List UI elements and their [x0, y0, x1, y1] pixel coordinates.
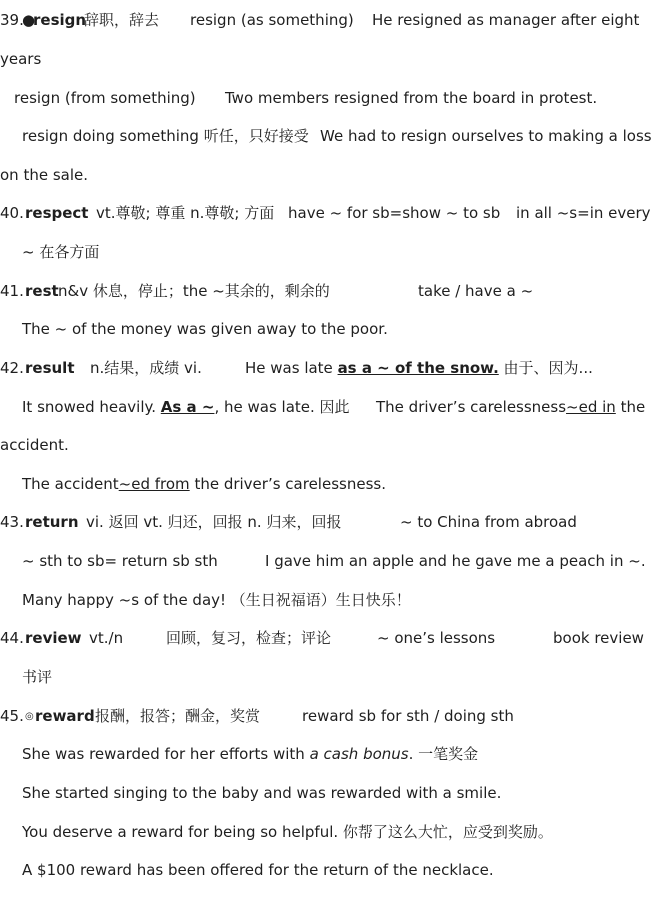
example: A $100 reward has been offered for the return of the necklace. — [22, 861, 494, 879]
entry-42-line-4 — [0, 473, 640, 495]
example-text: the — [615, 398, 646, 416]
entry-39-line-4 — [0, 125, 652, 147]
entry-39-line-1 — [0, 9, 640, 31]
entry-42-line-1 — [0, 357, 640, 379]
entry-42-line-2 — [0, 396, 646, 418]
entry-number: 41. — [0, 282, 24, 300]
example-text: She was rewarded for her efforts with — [22, 745, 310, 763]
headword-review: review — [25, 629, 82, 647]
entry-43-line-3 — [0, 589, 640, 611]
example — [376, 396, 645, 418]
entry-45-line-2 — [0, 743, 640, 765]
entry-45-line-4 — [0, 821, 640, 843]
example-note: . 一笔奖金 — [408, 745, 479, 763]
example: The ~ of the money was given away to the poor. — [22, 320, 388, 338]
bullet-icon: ◎ — [25, 711, 34, 722]
entry-41-line-1 — [0, 280, 640, 302]
example-continued: accident. — [0, 436, 69, 454]
pattern: ~ sth to sb= return sb sth — [22, 552, 218, 570]
example-note: 由于、因为... — [498, 359, 593, 377]
example-text: The accident — [22, 475, 119, 493]
entry-42-line-3 — [0, 434, 640, 456]
pattern: resign (as something) — [190, 11, 354, 29]
meaning: vt./n — [89, 629, 124, 647]
headword-respect: respect — [25, 204, 89, 222]
meaning: vt.尊敬; 尊重 n.尊敬; 方面 — [96, 204, 275, 222]
bullet-icon: ● — [22, 11, 36, 29]
example: I gave him an apple and he gave me a peach in ~. — [265, 552, 646, 570]
entry-44-line-2 — [0, 666, 640, 688]
example-highlight: ~ed in — [566, 398, 616, 416]
example — [22, 743, 478, 765]
headword-resign: resign — [33, 11, 87, 29]
pattern-continued: ~ 在各方面 — [22, 243, 100, 261]
entry-41-line-2 — [0, 318, 640, 340]
headword-return: return — [25, 513, 79, 531]
entry-45-line-5 — [0, 859, 640, 881]
pattern: resign (from something) — [14, 89, 196, 107]
pattern: reward sb for sth / doing sth — [302, 707, 514, 725]
meaning: n.结果，成绩 vi. — [90, 359, 202, 377]
meaning-cn: 回顾，复习，检查；评论 — [166, 629, 332, 647]
pattern-continued: 书评 — [22, 668, 53, 686]
entry-39-line-3 — [0, 87, 640, 109]
pattern: book review — [553, 629, 644, 647]
example — [22, 473, 386, 495]
entry-43-line-1 — [0, 511, 640, 533]
example-highlight: a cash bonus — [309, 745, 409, 763]
example-continued: years — [0, 50, 42, 68]
pattern: take / have a ~ — [418, 282, 534, 300]
pattern: have ~ for sb=show ~ to sb — [288, 204, 501, 222]
entry-number: 44. — [0, 629, 24, 647]
meaning: 报酬，报答；酬金，奖赏 — [95, 707, 261, 725]
example: Two members resigned from the board in protest. — [225, 89, 598, 107]
entry-40-line-2 — [0, 241, 640, 263]
pattern: resign doing something 听任，只好接受 — [22, 127, 309, 145]
example-text: The driver’s carelessness — [376, 398, 567, 416]
example: You deserve a reward for being so helpful. 你帮了这么大忙，应受到奖励。 — [22, 823, 553, 841]
example: She started singing to the baby and was rewarded with a smile. — [22, 784, 502, 802]
entry-number: 43. — [0, 513, 24, 531]
example: He resigned as manager after eight — [372, 11, 640, 29]
example: Many happy ~s of the day! （生日祝福语）生日快乐！ — [22, 591, 411, 609]
example-highlight: as a ~ of the snow. — [337, 359, 499, 377]
meaning: n&v 休息，停止；the ~其余的，剩余的 — [58, 282, 330, 300]
example-text: He was late — [245, 359, 338, 377]
example-text: , he was late. 因此 — [214, 398, 350, 416]
example-highlight: ~ed from — [118, 475, 190, 493]
example: We had to resign ourselves to making a loss — [320, 127, 652, 145]
meaning: vi. 返回 vt. 归还，回报 n. 归来，回报 — [86, 513, 342, 531]
example-highlight: As a ~ — [160, 398, 215, 416]
entry-number: 40. — [0, 204, 24, 222]
entry-number: 42. — [0, 359, 24, 377]
pattern: in all ~s=in every — [516, 204, 651, 222]
headword-result: result — [25, 359, 75, 377]
meaning: 辞职，辞去 — [84, 11, 160, 29]
entry-43-line-2 — [0, 550, 646, 572]
entry-39-line-5 — [0, 164, 640, 186]
pattern: ~ one’s lessons — [377, 629, 496, 647]
entry-45-line-1 — [0, 705, 640, 727]
pattern: ~ to China from abroad — [400, 513, 577, 531]
example-text: the driver’s carelessness. — [189, 475, 386, 493]
example — [245, 357, 593, 379]
entry-39-line-2 — [0, 48, 640, 70]
entry-number: 39. — [0, 11, 24, 29]
entry-45-line-3 — [0, 782, 640, 804]
headword-reward: reward — [35, 707, 95, 725]
entry-40-line-1 — [0, 202, 651, 224]
example-continued: on the sale. — [0, 166, 89, 184]
headword-rest: rest — [25, 282, 59, 300]
example — [22, 396, 350, 418]
entry-44-line-1 — [0, 627, 644, 649]
entry-number: 45. — [0, 707, 24, 725]
example-text: It snowed heavily. — [22, 398, 161, 416]
